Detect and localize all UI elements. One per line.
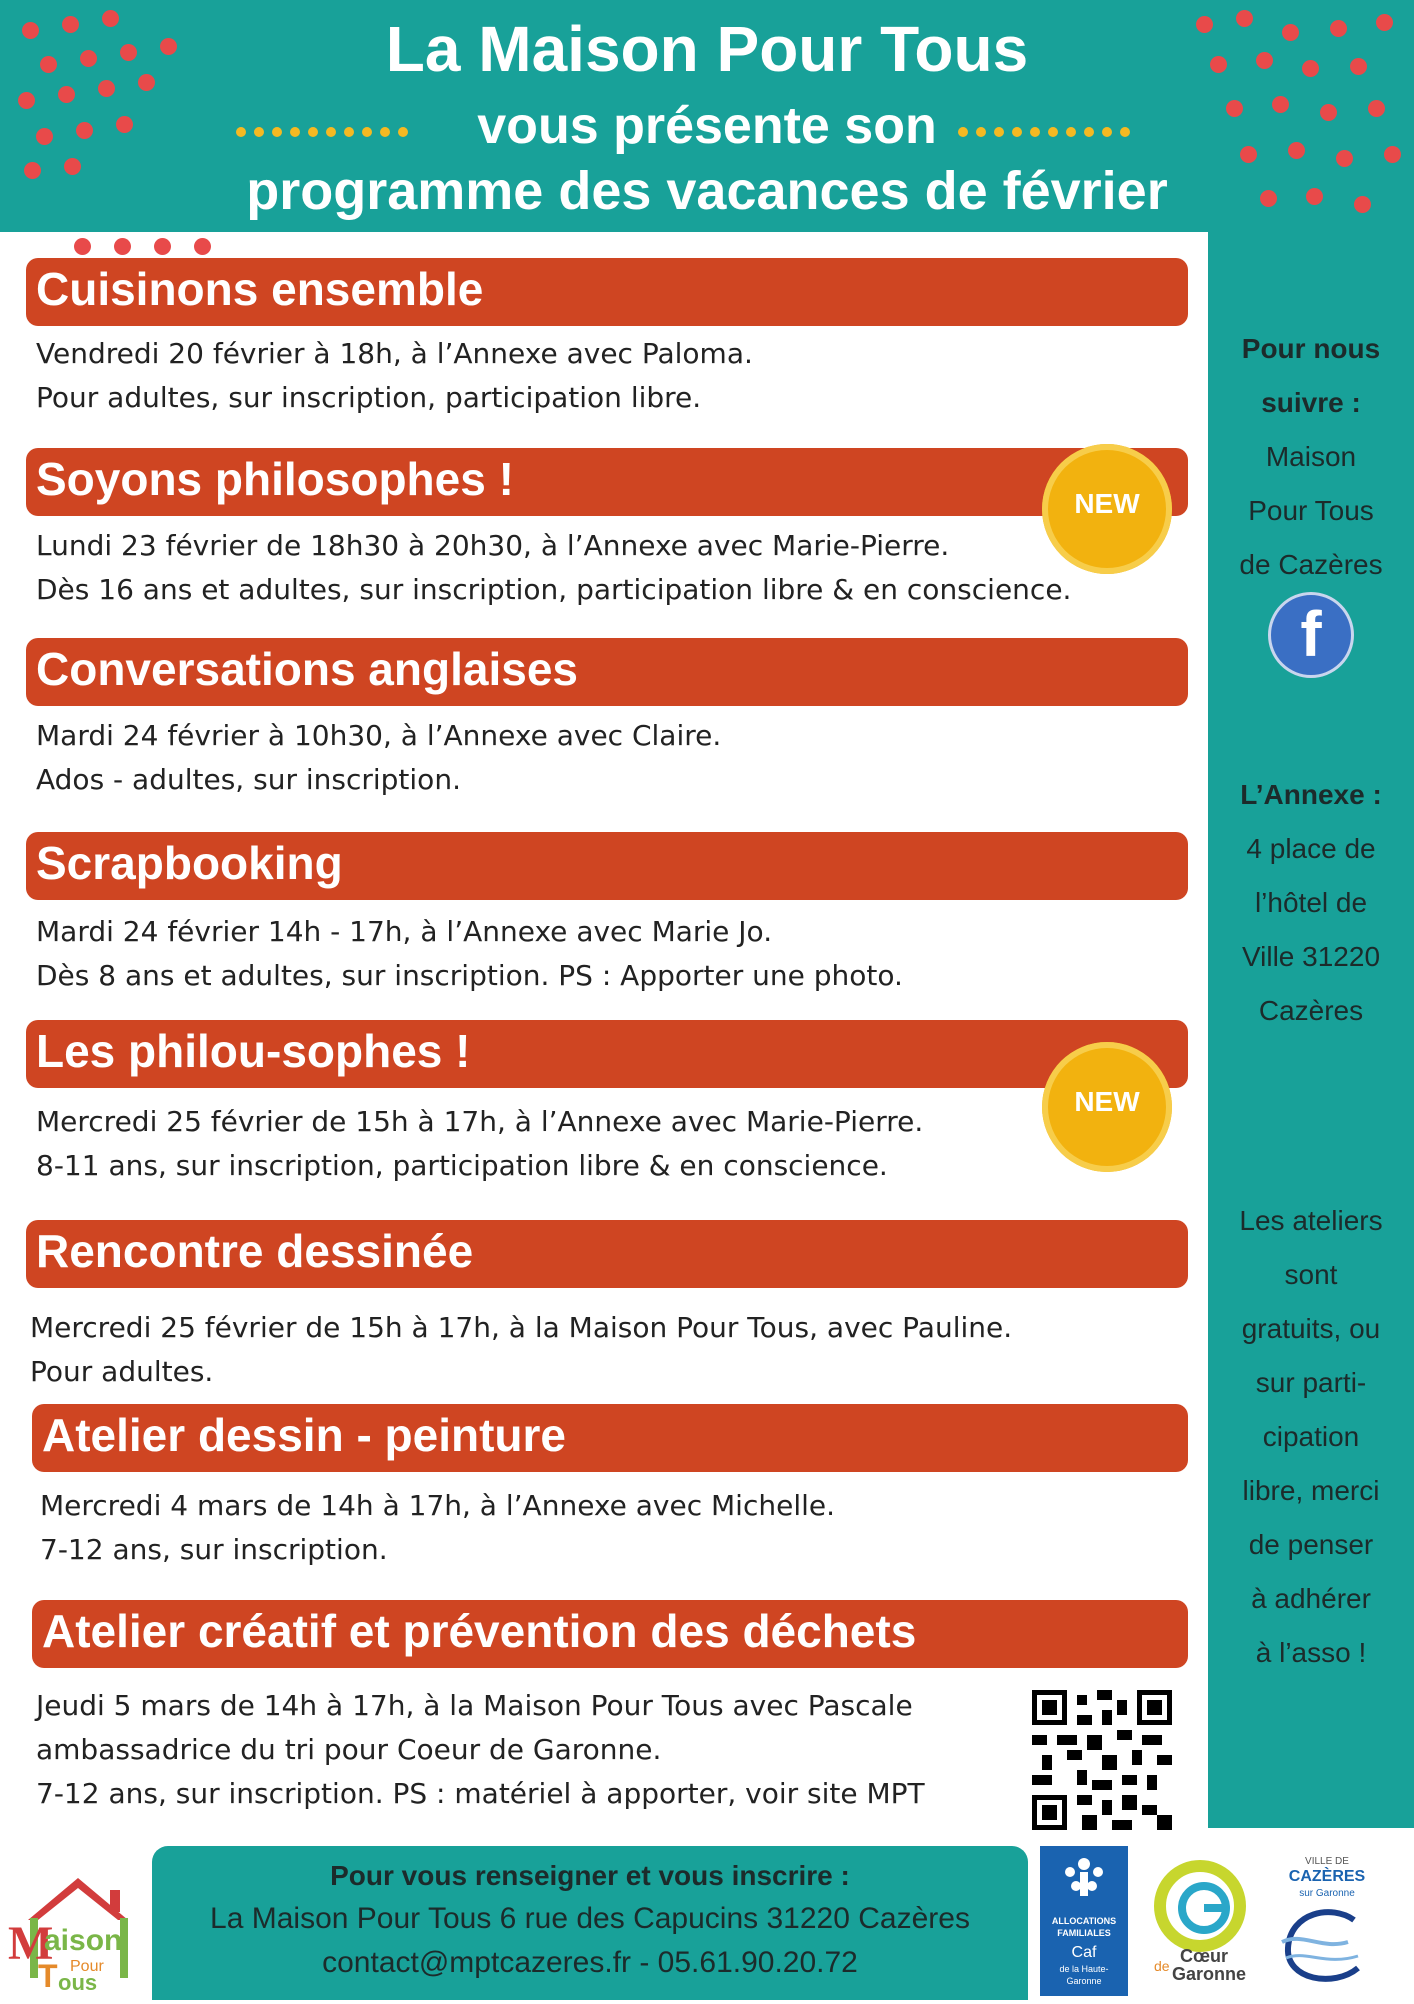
note-6: libre, merci [1242,1475,1380,1506]
note-5: cipation [1262,1421,1360,1452]
event-detail: Lundi 23 février de 18h30 à 20h30, à l’Annexe avec Marie-Pierre. [36,529,950,562]
event-detail: 8-11 ans, sur inscription, participation libre & en conscience. [36,1149,888,1182]
contact-address: La Maison Pour Tous 6 rue des Capucins 31220 Cazères [210,1902,970,1935]
contact-heading: Pour vous renseigner et vous inscrire : [330,1860,850,1891]
logo-text-ous: ous [58,1970,98,1995]
event-banner [26,448,1188,516]
event-detail: ambassadrice du tri pour Coeur de Garonne. [36,1733,662,1766]
event-detail: Mardi 24 février 14h - 17h, à l’Annexe avec Marie Jo. [36,915,773,948]
event-title: Conversations anglaises [36,643,578,695]
page-title: La Maison Pour Tous [385,13,1029,85]
event-detail: Mercredi 4 mars de 14h à 17h, à l’Annexe avec Michelle. [40,1489,836,1522]
new-badge: NEW [1042,1042,1172,1172]
qr-code[interactable] [1032,1690,1172,1830]
note-9: à l’asso ! [1255,1637,1367,1668]
facebook-icon[interactable]: f [1268,592,1354,678]
note-8: à adhérer [1251,1583,1371,1614]
header-banner [0,0,1414,232]
event-detail: Dès 8 ans et adultes, sur inscription. PS : Apporter une photo. [36,959,903,992]
annexe-address-2: l’hôtel de [1254,887,1368,918]
follow-text-3: de Cazères [1239,549,1383,580]
event-detail: Mercredi 25 février de 15h à 17h, à la Maison Pour Tous, avec Pauline. [30,1311,1013,1344]
note-1: Les ateliers [1239,1205,1383,1236]
event-title: Scrapbooking [36,837,343,889]
logo-letter-m: M [8,1917,54,1970]
note-3: gratuits, ou [1241,1313,1381,1344]
event-detail: Pour adultes. [30,1355,214,1388]
annexe-heading: L’Annexe : [1240,779,1382,810]
decorative-dots-right [958,122,1138,132]
event-banner [32,1600,1188,1668]
event-banner [26,832,1188,900]
event-detail: 7-12 ans, sur inscription. PS : matériel à apporter, voir site MPT [36,1777,925,1810]
event-banner [32,1404,1188,1472]
event-title: Atelier créatif et prévention des déchets [42,1605,917,1657]
event-title: Les philou-sophes ! [36,1025,471,1077]
event-title: Atelier dessin - peinture [42,1409,567,1461]
info-sidebar [1208,232,1414,1828]
event-detail: Vendredi 20 février à 18h, à l’Annexe avec Paloma. [36,337,753,370]
follow-heading-1: Pour nous [1241,333,1381,364]
event-detail: Pour adultes, sur inscription, participation libre. [36,381,702,414]
follow-text-2: Pour Tous [1248,495,1374,526]
annexe-address-1: 4 place de [1246,833,1376,864]
event-banner [26,1020,1188,1088]
note-7: de penser [1248,1529,1374,1560]
follow-heading-2: suivre : [1261,387,1361,418]
coeur-de-garonne-logo: de Cœur Garonne [1146,1858,1256,1998]
event-detail: Mardi 24 février à 10h30, à l’Annexe avec Claire. [36,719,722,752]
event-detail: Ados - adultes, sur inscription. [36,763,461,796]
event-title: Rencontre dessinée [36,1225,474,1277]
new-badge: NEW [1042,444,1172,574]
subtitle-line-2: programme des vacances de février [246,161,1168,221]
event-banner [26,638,1188,706]
annexe-address-3: Ville 31220 [1241,941,1381,972]
subtitle-line-1: vous présente son [477,97,937,155]
contact-email-phone[interactable]: contact@mptcazeres.fr - 05.61.90.20.72 [322,1946,858,1979]
ville-de-cazeres-logo: VILLE DE CAZÈRES sur Garonne [1262,1856,1392,1996]
event-detail: Dès 16 ans et adultes, sur inscription, participation libre & en conscience. [36,573,1072,606]
annexe-address-4: Cazères [1258,995,1364,1026]
follow-text-1: Maison [1265,441,1357,472]
event-detail: Mercredi 25 février de 15h à 17h, à l’Annexe avec Marie-Pierre. [36,1105,924,1138]
event-banner [26,258,1188,326]
event-title: Cuisinons ensemble [36,263,484,315]
logo-text-pour: Pour [70,1958,104,1975]
maison-pour-tous-logo: M aison Pour T ous [8,1860,148,2000]
caf-logo: ALLOCATIONS FAMILIALES Caf de la Haute- Garonne [1040,1846,1128,1996]
event-banner [26,1220,1188,1288]
note-2: sont [1284,1259,1338,1290]
contact-box [152,1846,1028,2000]
event-title: Soyons philosophes ! [36,453,514,505]
event-detail: 7-12 ans, sur inscription. [40,1533,388,1566]
event-detail: Jeudi 5 mars de 14h à 17h, à la Maison Pour Tous avec Pascale [36,1689,913,1722]
logo-text-aison: aison [44,1924,123,1957]
note-4: sur parti- [1255,1367,1367,1398]
